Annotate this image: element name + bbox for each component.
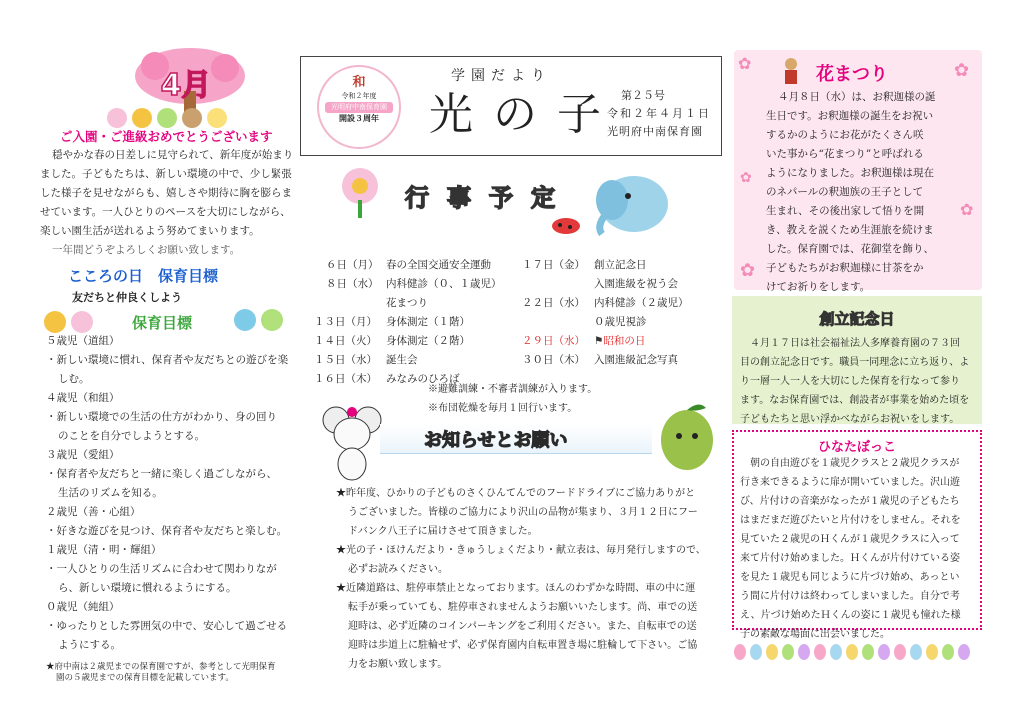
greeting-body (40, 146, 302, 260)
elephant-icon (588, 170, 672, 240)
event-row (522, 351, 722, 370)
goal-class: ０歳児（純組） (46, 601, 120, 613)
logo-text: 和 (352, 75, 366, 90)
event-day: １３日（月） (314, 316, 377, 328)
notice-line: 迎時は、必ず近隣のコインパーキングをご利用ください。また、自転車での送 (348, 621, 697, 632)
sakura-blossom-icon: ✿ (954, 60, 970, 81)
notice-line: うございました。皆様のご協力により沢山の品物が集まり、３月１２日にフー (348, 507, 698, 518)
foundation-line: り一層一人一人を大切にした保育を行なって参り (740, 376, 960, 387)
hinata-line: を見た１歳児も同じように片づけ始め、あっとい (740, 572, 960, 583)
event-row (522, 313, 722, 332)
event-day: １５日（水） (314, 354, 377, 366)
event-text: 昭和の日 (603, 335, 646, 347)
greeting-line: した様子を見せながらも、嬉しさや期待に胸を膨らま (40, 187, 292, 199)
events-heading: 行事予定 (405, 184, 573, 212)
animal-characters-icon (102, 100, 242, 130)
foundation-text: ４月１７日は社会福祉法人多摩養育園の７３回 (750, 338, 960, 349)
event-day: １７日（金） (522, 259, 585, 271)
foundation-body (740, 334, 980, 429)
event-row (326, 294, 526, 313)
animal-characters-icon (230, 304, 290, 334)
hanamatsuri-line: 生日です。お釈迦様の誕生をお祝い (766, 110, 934, 122)
goals-list (46, 332, 302, 655)
events-notes (428, 380, 597, 418)
note (46, 662, 306, 684)
ladybug-icon (546, 214, 586, 234)
event-text: 入園進級記念写真 (594, 354, 678, 366)
notice-line: 転手が乗っていても、駐停車されませんようお願いいたします。尚、車での送 (348, 602, 698, 613)
green-mascot-icon (654, 400, 720, 476)
hinata-line: え、片づけ始めたＨくんの姿に１歳児も憧れた様 (740, 610, 961, 621)
hanamatsuri-box (734, 50, 982, 293)
anniversary-logo (317, 65, 401, 149)
event-row (314, 332, 526, 351)
logo-text: 開設３周年 (339, 113, 379, 123)
event-text: 入園進級を祝う会 (594, 278, 678, 290)
goal-line: ・新しい環境に慣れ、保育者や友だちとの遊びを楽 (46, 354, 289, 366)
greeting-line: せています。一人ひとりのペースを大切にしながら、 (40, 206, 291, 218)
easter-egg-row (732, 642, 982, 662)
notice-line: ★昨年度、ひかりの子どものさくひんてんでのフードドライブにご協力ありがと (336, 488, 696, 499)
event-text: 内科健診（０、１歳児） (386, 278, 502, 290)
greeting-line: 穏やかな春の日差しに見守られて、新年度が始まり (52, 149, 294, 161)
notice-line: 必ずお読みください。 (348, 564, 448, 575)
sakura-blossom-icon: ✿ (740, 170, 752, 186)
hinata-heading: ひなたぼっこ (817, 440, 896, 455)
newsletter-series: 学園だより (451, 68, 551, 84)
hinata-box (732, 430, 982, 640)
left-column (40, 40, 302, 683)
foundation-box (732, 296, 982, 424)
hanamatsuri-line: した。保育園では、花御堂を飾り、 (766, 243, 934, 255)
foundation-line: 子どもたちと思い浮かべながらお祝いをします。 (740, 414, 960, 425)
hanamatsuri-line: ４月８日（水）は、お釈迦様の誕 (778, 91, 936, 103)
goal-line: ら、新しい環境に慣れるようにする。 (58, 582, 237, 594)
goal-line: ・保育者や友だちと一緒に楽しく過ごしながら、 (46, 468, 277, 480)
goal-class: ３歳児（愛組） (46, 449, 120, 461)
event-row (522, 256, 722, 275)
greeting-line: 楽しい園生活が送れるよう努めてまいります。 (40, 225, 260, 237)
sakura-blossom-icon: ✿ (738, 54, 752, 73)
issue-date: 令和２年４月１日 (607, 107, 711, 120)
event-text: 春の全国交通安全運動 (386, 259, 491, 271)
hanamatsuri-heading: 花まつり (816, 64, 888, 85)
flower-icon (330, 160, 390, 220)
newsletter-title: 光の子 (429, 89, 621, 140)
hinata-line: 行き来できるように扉が開いていました。沢山遊 (740, 477, 960, 488)
notice-line: ★光の子・ほけんだより・きゅうしょくだより・献立表は、毎月発行しますので、 (336, 545, 706, 556)
logo-text: 光明府中南保育園 (325, 102, 393, 113)
events-col1 (314, 256, 526, 389)
hanamatsuri-line: のネパールの釈迦族の王子として (766, 186, 924, 198)
hinata-line: 来て片付け始めました。Ｈくんが片付けている姿 (740, 553, 960, 564)
goal-class: ４歳児（和組） (46, 392, 120, 404)
foundation-line (740, 334, 980, 353)
goal-class: １歳児（清・明・輝組） (46, 544, 162, 556)
event-text: 誕生会 (386, 354, 418, 366)
month-badge: 4月 (160, 68, 212, 103)
mouse-mascot-icon (322, 402, 382, 482)
notice-line: 力をお願い致します。 (348, 659, 448, 670)
hanamatsuri-line: ようになりました。お釈迦様は現在 (766, 167, 934, 179)
greeting-line: ました。子どもたちは、新しい環境の中で、少し緊張 (40, 168, 292, 180)
hanamatsuri-line: いた事から“花まつり”と呼ばれる (766, 148, 924, 160)
goal-class: ２歳児（善・心組） (46, 506, 141, 518)
goal-line: ・一人ひとりの生活リズムに合わせて関わりなが (46, 563, 277, 575)
hinata-line: 朝の自由遊びを１歳児クラスと２歳児クラスが (750, 458, 960, 469)
goal-line: のことを自分でしようとする。 (58, 430, 205, 442)
event-row (326, 256, 526, 275)
goal-class: ５歳児（道組） (46, 335, 120, 347)
greeting-heading: ご入園・ご進級おめでとうございます (60, 129, 273, 144)
easter-egg-icon (734, 644, 970, 660)
goal-line: 生活のリズムを知る。 (58, 487, 163, 499)
org-name: 光明府中南保育園 (607, 125, 703, 138)
goal-line: ・好きな遊びを見つけ、保育者や友だちと楽しむ。 (46, 525, 288, 537)
event-day: ２９日（水） (522, 335, 585, 347)
foundation-line: 目の創立記念日です。職員一同理念に立ち返り、よ (740, 357, 970, 368)
notice-body (336, 484, 720, 674)
foundation-heading: 創立記念日 (819, 310, 895, 328)
hanamatsuri-line: 生まれ、その後出家して悟りを開 (766, 205, 925, 217)
event-text: みなみのひろば (386, 373, 460, 385)
hinata-line: び、片付けの音楽がなったが１歳児の子どもたち (740, 496, 960, 507)
notice-line: ドバンク八王子に届けさせて頂きました。 (348, 526, 538, 537)
sakura-blossom-icon: ✿ (740, 260, 756, 281)
kokoro-subheading: 友だちと仲良くしよう (72, 291, 182, 304)
hanamatsuri-line: けてお祈りをします。 (766, 281, 871, 293)
kokoro-heading: こころの日 保育目標 (68, 267, 219, 285)
goal-line: しむ。 (58, 373, 90, 385)
flag-icon: ⚑ (594, 335, 604, 347)
hinata-body (740, 454, 980, 644)
goals-heading: 保育目標 (132, 314, 193, 332)
hanamatsuri-line: するかのようにお花がたくさん咲 (766, 129, 924, 141)
event-day: ３０日（木） (522, 354, 585, 366)
event-row (326, 275, 526, 294)
notice-line: ★近隣道路は、駐停車禁止となっております。ほんのわずかな時間、車の中に運 (336, 583, 696, 594)
event-note: ※布団乾燥を毎月１回行います。 (428, 403, 578, 414)
issue-number: 第２５号 (621, 89, 665, 102)
event-note: ※避難訓練・不審者訓練が入ります。 (428, 384, 598, 395)
event-day: １４日（火） (314, 335, 377, 347)
note-line: 園の５歳児までの保育目標を記載しています。 (56, 673, 234, 683)
event-text: 創立記念日 (594, 259, 647, 271)
event-text: 花まつり (386, 297, 428, 309)
note-line: ★府中南は２歳児までの保育園ですが、参考として光明保育 (46, 662, 276, 672)
event-day: ２２日（水） (522, 297, 585, 309)
goal-line: ・ゆったりとした雰囲気の中で、安心して過ごせる (46, 620, 288, 632)
event-row (522, 294, 722, 313)
goal-line: ようにする。 (58, 639, 121, 651)
event-row (314, 313, 526, 332)
event-text: 内科健診（２歳児） (594, 297, 689, 309)
hinata-line: はまだまだ遊びたいと片付けをしません。それを (740, 515, 961, 526)
greeting-line: 一年間どうぞよろしくお願い致します。 (52, 244, 241, 256)
sakura-blossom-icon: ✿ (960, 200, 974, 219)
masthead (300, 56, 722, 156)
event-day: ８日（水） (326, 278, 379, 290)
event-text: 身体測定（２階） (386, 335, 470, 347)
event-row (522, 275, 722, 294)
event-text: ０歳児視診 (594, 316, 647, 328)
event-text: 身体測定（１階） (386, 316, 470, 328)
hanamatsuri-line: 子どもたちがお釈迦様に甘茶をか (766, 262, 924, 274)
logo-text: 令和２年度 (341, 92, 377, 100)
hinata-line: う間に片付けは終わってしまいました。自分で考 (740, 591, 960, 602)
notice-heading: お知らせとお願い (424, 430, 568, 451)
hinata-line: 見ていた２歳児のＨくんが１歳児クラスに入って (740, 534, 960, 545)
hanamatsuri-body (766, 88, 980, 297)
foundation-line: ます。なお保育園では、創設者が事業を始めた頃を (740, 395, 970, 406)
event-row (522, 332, 722, 351)
notice-line: 迎時は歩道上に駐輪せず、必ず保育園内自転車置き場に駐輪して下さい。ご協 (348, 640, 698, 651)
hinata-line: 子の素敵な場面に出会いました。 (740, 629, 890, 640)
events-col2 (522, 256, 722, 370)
hanamatsuri-line: き、教えを説くため生涯旅を続けま (766, 224, 934, 236)
event-row (314, 351, 526, 370)
goal-line: ・新しい環境での生活の仕方がわかり、身の回り (46, 411, 277, 423)
event-day: １６日（木） (314, 373, 377, 385)
event-day: ６日（月） (326, 259, 379, 271)
buddha-statue-icon (778, 56, 804, 86)
